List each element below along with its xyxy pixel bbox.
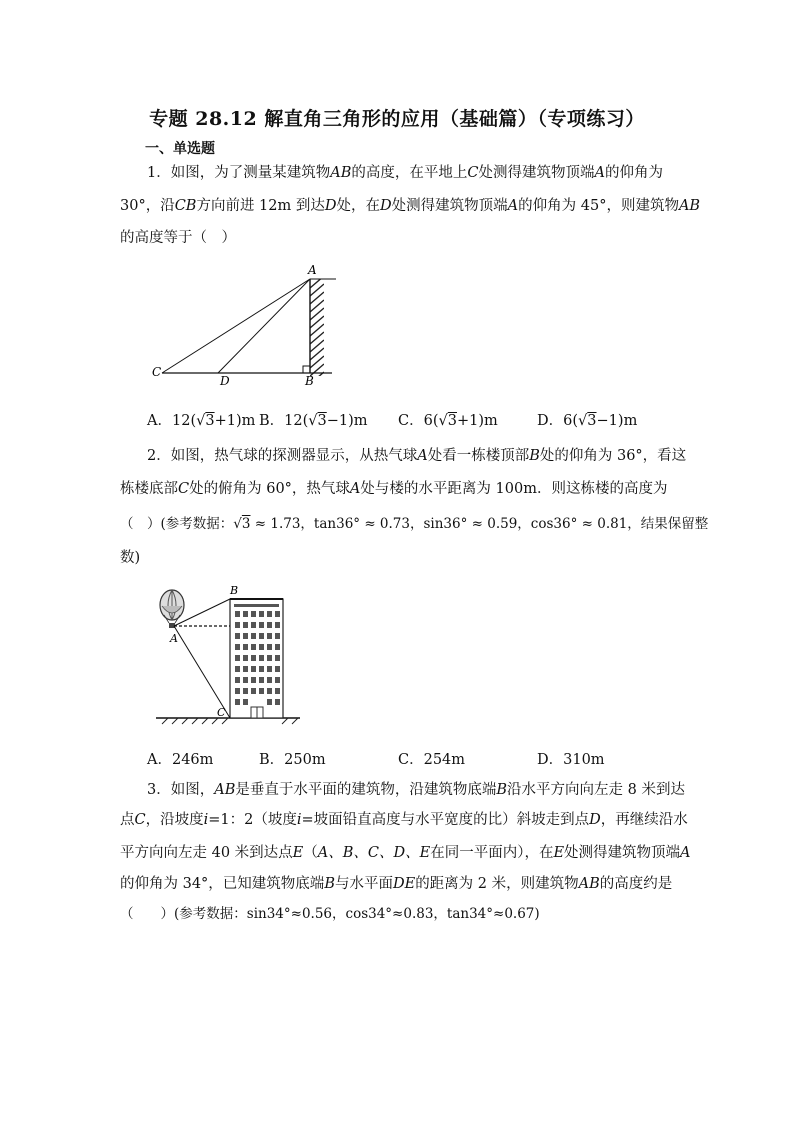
q3-line-4: 的仰角为 34°，已知建筑物底端B与水平面DE的距离为 2 米，则建筑物AB的高度约是 (120, 876, 673, 892)
label-c: C (217, 706, 226, 719)
line-da (218, 279, 310, 373)
q1-option-c[interactable]: C．6(√3+1)m (398, 413, 498, 429)
q3-line-1: 3．如图，AB是垂直于水平面的建筑物，沿建筑物底端B沿水平方向向左走 8 米到达 (147, 782, 685, 798)
q1-line-1: 1．如图，为了测量某建筑物AB的高度，在平地上C处测得建筑物顶端A的仰角为 (147, 165, 663, 181)
label-a: A (170, 632, 178, 645)
roof-band (234, 604, 279, 607)
line-ac (174, 626, 230, 718)
right-angle-mark (303, 366, 310, 373)
q2-line-4: 数) (120, 550, 141, 566)
section-heading: 一、单选题 (145, 141, 215, 157)
q2-option-a[interactable]: A．246m (147, 752, 214, 768)
q2-line-1: 2．如图，热气球的探测器显示，从热气球A处看一栋楼顶部B处的仰角为 36°，看这 (147, 448, 687, 464)
page-title: 专题 28.12 解直角三角形的应用（基础篇）（专项练习） (149, 108, 645, 130)
label-b: B (305, 374, 314, 388)
q3-line-2: 点C，沿坡度i=1：2（坡度i=坡面铅直高度与水平宽度的比）斜坡走到点D，再继续沿水 (120, 812, 688, 828)
q2-option-d[interactable]: D．310m (537, 752, 605, 768)
q1-line-2: 30°，沿CB方向前进 12m 到达D处，在D处测得建筑物顶端A的仰角为 45°，则建筑物AB (120, 198, 701, 214)
q1-line-3: 的高度等于（ ） (120, 230, 236, 246)
q2-option-b[interactable]: B．250m (259, 752, 326, 768)
q3-line-5: （ ）(参考数据：sin34°≈0.56，cos34°≈0.83，tan34°≈0.67) (120, 906, 540, 922)
q1-option-b[interactable]: B．12(√3−1)m (259, 413, 368, 429)
label-c: C (152, 365, 162, 379)
q2-line-3: （ ）(参考数据：√3 ≈ 1.73，tan36° ≈ 0.73，sin36° ≈ 0.59，cos36° ≈ 0.81，结果保留整 (120, 516, 709, 532)
line-ca (162, 279, 310, 373)
q2-line-2: 栋楼底部C处的俯角为 60°，热气球A处与楼的水平距离为 100m．则这栋楼的高度为 (120, 481, 668, 497)
label-b: B (230, 584, 239, 597)
q2-figure (150, 580, 315, 725)
q1-option-d[interactable]: D．6(√3−1)m (537, 413, 638, 429)
hot-air-balloon (160, 590, 184, 628)
q1-option-a[interactable]: A．12(√3+1)m (147, 413, 256, 429)
label-d: D (220, 374, 230, 388)
q1-figure (140, 258, 360, 393)
q2-option-c[interactable]: C．254m (398, 752, 466, 768)
q3-line-3: 平方向向左走 40 米到达点E（A、B、C、D、E在同一平面内），在E处测得建筑物顶端A (120, 845, 691, 861)
label-a: A (308, 263, 317, 277)
